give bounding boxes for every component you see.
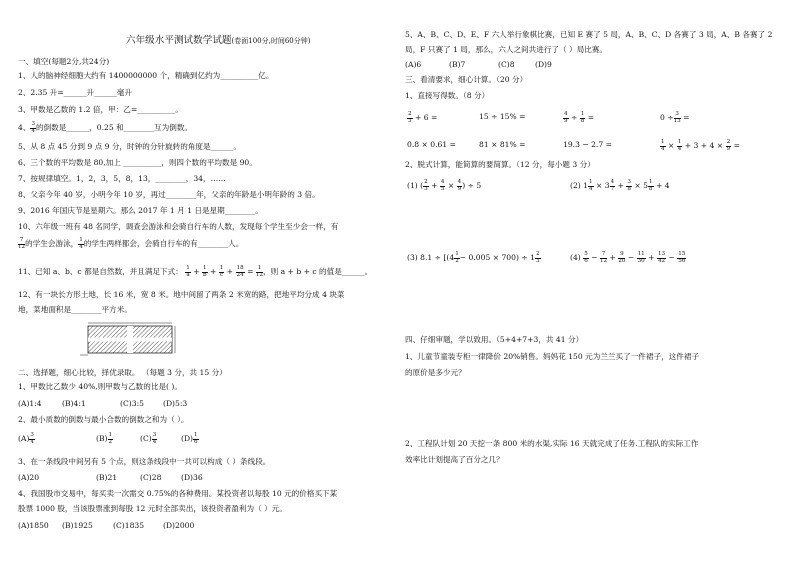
- choice-3-c: (C)28: [140, 473, 162, 482]
- choice-2-c: (C) $\frac{3}{4}$: [140, 432, 157, 445]
- expr-3: (3) 8.1 ÷ [(4 $\frac{1}{2}$ − 0.005 × 700) ÷ 1 $\frac{2}{3}$: [407, 251, 540, 264]
- choice-2: 2、最小质数的倒数与最小合数的倒数之和为（ ）。: [18, 415, 189, 424]
- fraction: $\frac{1}{12}$: [255, 265, 263, 278]
- fraction: $\frac{1}{4}$: [79, 237, 83, 250]
- calc-2-2: 81 × 81% =: [479, 140, 526, 149]
- question-12-line1: 12、有一块长方形土地，长 16 米，宽 8 米。地中间留了两条 2 米宽的路，把地平均分成 4 块菜: [18, 290, 345, 299]
- choice-4-line2: 股票 1000 股，当该股票涨到每股 12 元时全部卖出，该投资者盈利为（ ）元。: [18, 504, 287, 513]
- section-4-heading: 四、仔细审题，学以致用。（5+4+7+3，共 41 分）: [405, 335, 584, 344]
- choice-2-d: (D) $\frac{1}{6}$: [181, 432, 198, 445]
- choice-2-b: (B) $\frac{1}{2}$: [96, 432, 113, 445]
- question-2: 2、2.35 升=______升______毫升: [18, 88, 133, 97]
- problem-2-line1: 2、工程队计划 20 天挖一条 800 米的水渠,实际 16 天就完成了任务.工程队的实际工作: [405, 439, 699, 448]
- choice-2-a: (A) $\frac{3}{4}$: [18, 432, 34, 445]
- choice-1-d: (D)5:3: [163, 399, 188, 408]
- choice-5-b: (B)7: [449, 60, 466, 69]
- horizontal-path: [88, 338, 172, 342]
- choice-5-a: (A)6: [405, 60, 422, 69]
- calc-2-3: 19.3 − 2.7 =: [563, 140, 612, 149]
- question-8: 8、父亲今年 40 岁，小明今年 10 岁，再过________年，父亲的年龄是小明年龄的 3 倍。: [18, 190, 320, 199]
- question-11: 11、已知 a、b、c 都是自然数，并且满足下式： $\frac{1}{a}$ + $\frac{1}{b}$ + $\frac{1}{c}$ + $\frac{18}{24}$ = $\frac{1}{12}$ ，则 a + b + c 的值是______。: [18, 265, 373, 278]
- choice-1-a: (A)1:4: [18, 399, 42, 408]
- calc-1-3: $\frac{4}{9}$ ÷ $\frac{1}{8}$ =: [564, 111, 595, 124]
- problem-2-line2: 效率比计划提高了百分之几？: [405, 455, 504, 464]
- question-3: 3、甲数是乙数的 1.2 倍，甲：乙=__________。: [18, 105, 183, 114]
- calc-1-4: 0 ÷ $\frac{3}{13}$ =: [660, 111, 690, 124]
- question-7: 7、按规律填空。1，2，3，5，8，13，________，34，……: [18, 174, 226, 183]
- section-2-heading: 二、选择题，细心比较，择优录取。 （每题 3 分，共 15 分）: [18, 368, 227, 377]
- expr-4: (4) $\frac{5}{6}$ − $\frac{7}{12}$ + $\frac{9}{20}$ − $\frac{11}{30}$ + $\frac{13}{42}$ − $\frac{15}{56}$: [570, 251, 686, 264]
- choice-4-d: (D)2000: [163, 521, 195, 530]
- question-5: 5、从 8 点 45 分到 9 点 9 分，时钟的分针旋转的角度是______。: [18, 142, 241, 151]
- choice-3-d: (D)36: [181, 473, 203, 482]
- question-12-line2: 地，菜地面积是________平方米。: [18, 305, 132, 314]
- subsection-1: 1、直接写得数。（8 分）: [405, 91, 490, 100]
- question-10-line2: $\frac{7}{12}$ 的学生会游泳， $\frac{1}{4}$ 的学生两样都会，会骑自行车的有________人。: [18, 237, 244, 250]
- calc-1-1: $\frac{2}{3}$ + 6 =: [408, 111, 438, 124]
- choice-1-b: (B)4:1: [62, 399, 86, 408]
- subsection-2: 2、脱式计算，能简算的要简算。（12 分，每小题 3 分）: [405, 160, 595, 169]
- choice-1-c: (C)3:5: [120, 399, 144, 408]
- question-10-line1: 10、六年级一班有 48 名同学，调查会游泳和会骑自行车的人数，发现每个学生至少会一样，有: [18, 222, 339, 231]
- choice-5-line2: 局，F 只赛了 1 局，那么，六人之间共进行了（ ）局比赛。: [405, 45, 608, 54]
- fraction: $\frac{18}{24}$: [236, 265, 244, 278]
- expr-1: (1) ( $\frac{2}{3}$ + $\frac{4}{5}$ × $\frac{4}{9}$ ) ÷ 5: [407, 179, 482, 192]
- question-9: 9、2016 年国庆节是星期六。那么 2017 年 1 月 1 日是星期________。: [18, 206, 263, 215]
- fraction: $\frac{3}{4}$: [31, 121, 35, 134]
- question-1: 1、人的脑神经细胞大约有 1400000000 个，精确到亿约为__________亿。: [18, 71, 274, 80]
- calc-2-4: $\frac{1}{4}$ × $\frac{1}{4}$ + 3 + 4 × $\frac{2}{9}$ =: [661, 139, 740, 152]
- question-4: 4、 $\frac{3}{4}$ 的倒数是______，0.25 和________互为倒数。: [18, 121, 193, 134]
- expr-2: (2) 1 $\frac{1}{4}$ × 3 $\frac{4}{7}$ + $\frac{3}{8}$ × 5 $\frac{1}{8}$ + 4: [570, 179, 670, 192]
- choice-3-b: (B)21: [96, 473, 118, 482]
- fraction: $\frac{1}{c}$: [219, 265, 224, 278]
- problem-1-line1: 1、儿童节童装专柜一律降价 20%销售。妈妈花 150 元为兰兰买了一件裙子，这件裙子: [405, 352, 700, 361]
- fraction: $\frac{7}{12}$: [18, 237, 26, 250]
- choice-4-c: (C)1835: [113, 521, 145, 530]
- calc-1-2: 15 ÷ 15% =: [479, 112, 526, 121]
- choice-3-a: (A)20: [18, 473, 40, 482]
- section-3-heading: 三、看清要求，细心计算。（20 分）: [405, 75, 528, 84]
- choice-4-line1: 4、我国股市交易中，每买卖一次需交 0.75%的各种费用。某投资者以每股 10 元的价格买下某: [18, 489, 338, 498]
- choice-5-d: (D)9: [535, 60, 552, 69]
- calc-2-1: 0.8 × 0.61 =: [407, 140, 456, 149]
- fraction: $\frac{1}{b}$: [203, 265, 207, 278]
- choice-1: 1、甲数比乙数少 40%,则甲数与乙数的比是( )。: [18, 382, 182, 391]
- choice-3: 3、在一条线段中间另有 5 个点，则这条线段中一共可以构成（ ）条线段。: [18, 457, 271, 466]
- choice-5-c: (C)8: [498, 60, 515, 69]
- question-6: 6、三个数的平均数是 80,加上 __________，则四个数的平均数是 90。: [18, 158, 257, 167]
- choice-4-b: (B)1925: [62, 521, 93, 530]
- fraction: $\frac{1}{a}$: [186, 265, 190, 278]
- choice-5-line1: 5、A、B、C、D、E、F 六人举行象棋比赛，已知 E 赛了 5 局，A、B、C、D 各赛了 3 局，A、B 各赛了 2: [405, 30, 773, 39]
- field-diagram: [80, 322, 180, 356]
- choice-4-a: (A)1850: [18, 521, 49, 530]
- problem-1-line2: 的原价是多少元？: [405, 368, 466, 377]
- exam-title: 六年级水平测试数学试题(卷面100分,时间60分钟): [126, 35, 311, 46]
- section-1-heading: 一、填空(每题2分,共24分): [18, 57, 110, 66]
